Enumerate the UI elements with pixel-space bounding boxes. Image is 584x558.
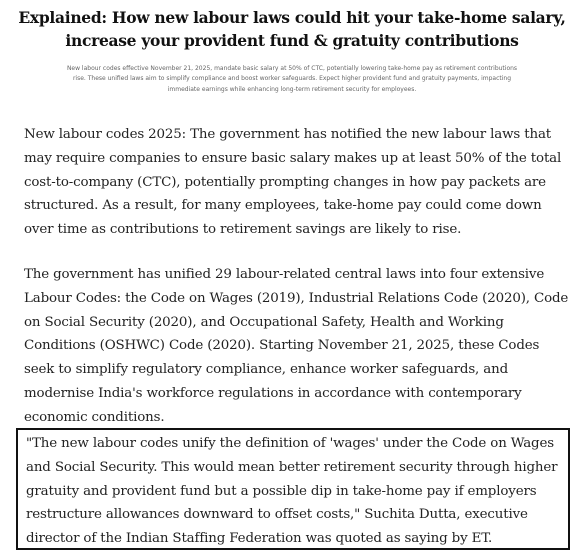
article-paragraph-2: The government has unified 29 labour-related central laws into four extensive Labour Codes: the Code on Wages (2019), Industrial Relations Code (2020), Code on Social Security (2020), and Occupational Safety, Health and Working Conditions (OSHWC) Code (2020). Starting November 21, 2025, these Codes seek to simplify regulatory compliance, enhance worker safeguards, and modernise India's workforce regulations in accordance with contemporary economic conditions. bbox=[24, 267, 569, 425]
quote-text: "The new labour codes unify the definition of 'wages' under the Code on Wages and Social Security. This would mean better retirement security through higher gratuity and provident fund but a possible dip in take-home pay if employers restructure allowances downward to offset costs," Suchita Dutta, executive director of the Indian Staffing Federation was quoted as saying by ET. bbox=[26, 436, 558, 547]
article-summary: New labour codes effective November 21, 2025, mandate basic salary at 50% of CTC, potentially lowering take-home pay as retirement contributions rise. These unified laws aim to simplify compliance and boost worker safeguards. Expect higher provident fund and gratuity payments, impacting immediate earnings while enhancing long-term retirement security for employees. bbox=[66, 65, 518, 93]
article-paragraph-1: New labour codes 2025: The government has notified the new labour laws that may require companies to ensure basic salary makes up at least 50% of the total cost-to-company (CTC), potentially prompting changes in how pay packets are structured. As a result, for many employees, take-home pay could come down over time as contributions to retirement savings are likely to rise. bbox=[24, 127, 562, 238]
article-headline: Explained: How new labour laws could hit your take-home salary, increase your provident fund & gratuity contributions bbox=[18, 8, 566, 50]
quote-box bbox=[16, 428, 570, 550]
